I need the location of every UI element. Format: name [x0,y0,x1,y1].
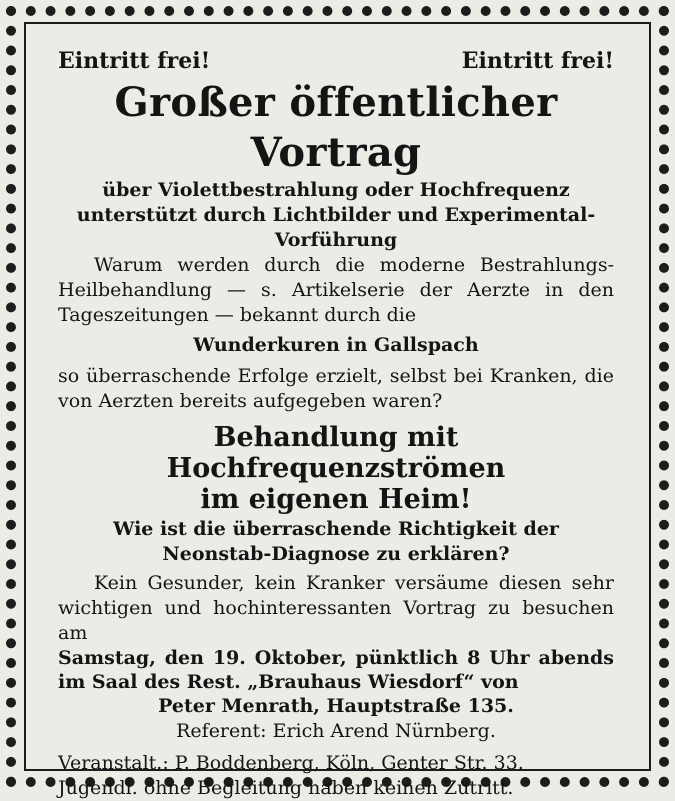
event-host: Peter Menrath, Hauptstraße 135. [158,695,514,717]
treatment-headline-2: im eigenen Heim! [200,484,472,515]
wunderkuren-heading: Wunderkuren in Gallspach [193,334,479,356]
lecture-subtitle: über Violettbestrahlung oder Hochfrequenz unterstützt durch Lichtbilder und Experimental-Vorführung [76,179,596,251]
admission-right: Eintritt frei! [461,48,614,74]
organizer-line: Veranstalt.: P. Boddenberg, Köln, Genter Str. 33. [58,752,524,774]
youth-note: Jugendl. ohne Begleitung haben keinen Zutritt. [58,777,514,799]
lecture-title: Großer öffentlicher Vortrag [114,79,558,176]
admission-row [58,48,614,74]
question-end: so überraschende Erfolge erzielt, selbst bei Kranken, die von Aerzten bereits aufgegeben waren? [58,365,614,412]
admission-left: Eintritt frei! [58,48,211,74]
diagnosis-question: Wie ist die überraschende Richtigkeit der Neonstab-Diagnose zu erklären? [113,518,559,565]
question-intro: Warum werden durch die moderne Bestrahlungs-Heilbehandlung — s. Artikelserie der Aerzte in den Tageszeitungen — bekannt durch die [58,254,614,326]
ad-content [58,48,614,801]
event-details: Samstag, den 19. Oktober, pünktlich 8 Uhr abends im Saal des Rest. „Brauhaus Wiesdorf“ von [58,647,614,693]
appeal-text: Kein Gesunder, kein Kranker versäume diesen sehr wichtigen und hochinteressanten Vortrag zu besuchen am [58,572,614,644]
referent-line: Referent: Erich Arend Nürnberg. [176,720,496,742]
treatment-headline-1: Behandlung mit Hochfrequenzströmen [166,422,506,484]
